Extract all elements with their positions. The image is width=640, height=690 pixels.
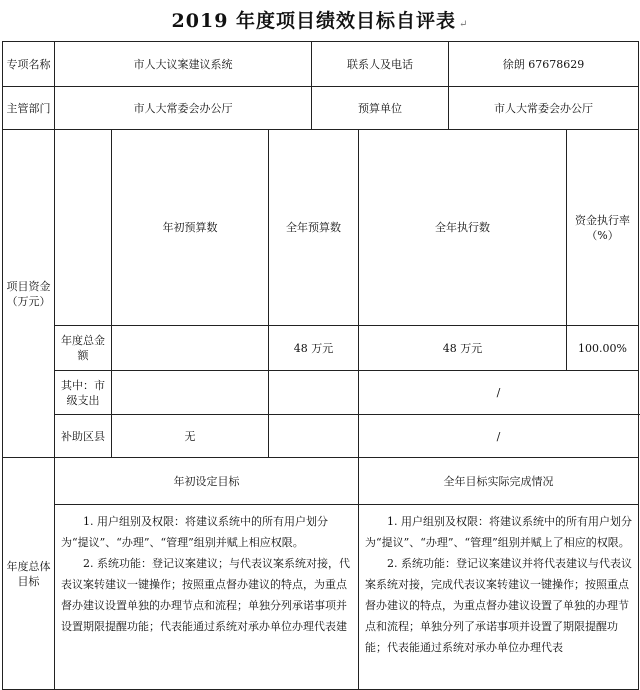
- goals-left-header: 年初设定目标: [55, 458, 359, 505]
- evaluation-table: [2, 41, 639, 690]
- goals-right-body: [359, 505, 639, 690]
- return-mark-icon: ↵: [459, 19, 469, 30]
- result-paragraph: 2. 系统功能：登记议案建议并将代表建议与代表议案系统对接，完成代表议案转建议一键操作；按照重点督办建议的特点，为重点督办建议设置了单独的办理节点和流程；单独分列了承诺事项并设置了期限提醒功能；代表能通过系统对承办单位办理代表: [365, 557, 632, 654]
- funds-row-label: 年度总金额: [55, 326, 112, 371]
- page-title: [0, 6, 640, 33]
- goal-paragraph: 1. 用户组别及权限：将建议系统中的所有用户划分为“提议”、“办理”、“管理”组别并赋上相应权限。: [61, 515, 328, 549]
- budget-unit-value: 市人大常委会办公厅: [449, 87, 639, 130]
- funds-row-label: 补助区县: [55, 415, 112, 458]
- funds-cell-annual: [269, 415, 359, 458]
- funds-header-executed: 全年执行数: [359, 130, 567, 326]
- contact-value: 徐朗 67678629: [449, 42, 639, 87]
- funds-cell-initial: 无: [112, 415, 269, 458]
- result-paragraph: 1. 用户组别及权限：将建议系统中的所有用户划分为“提议”、“办理”、“管理”组别并赋上了相应的权限。: [365, 515, 632, 549]
- goal-paragraph: 2. 系统功能：登记议案建议；与代表议案系统对接，代表议案转建议一键操作；按照重点督办建议的特点，为重点督办建议设置单独的办理节点和流程；单独分列承诺事项并设置期限提醒功能；代表能通过系统对承办单位办理代表建: [61, 557, 350, 633]
- funds-header-blank: [55, 130, 112, 326]
- funds-cell-annual: [269, 371, 359, 415]
- funds-cell-initial: [112, 371, 269, 415]
- funds-row-label: 其中：市级支出: [55, 371, 112, 415]
- funds-cell-initial: [112, 326, 269, 371]
- dept-value: 市人大常委会办公厅: [55, 87, 312, 130]
- dept-label: 主管部门: [3, 87, 55, 130]
- goals-right-header: 全年目标实际完成情况: [359, 458, 639, 505]
- title-text: 2019 年度项目绩效目标自评表: [171, 10, 457, 32]
- funds-cell-executed: 48 万元: [359, 326, 567, 371]
- project-name-value: 市人大议案建议系统: [55, 42, 312, 87]
- funds-header-annual: 全年预算数: [269, 130, 359, 326]
- budget-unit-label: 预算单位: [312, 87, 449, 130]
- goals-side-label: 年度总体目标: [3, 458, 55, 690]
- contact-label: 联系人及电话: [312, 42, 449, 87]
- funds-cell-merged: /: [359, 415, 639, 458]
- funds-cell-merged: /: [359, 371, 639, 415]
- funds-side-label: 项目资金（万元）: [3, 130, 55, 458]
- funds-header-rate: 资金执行率（%）: [567, 130, 639, 326]
- project-name-label: 专项名称: [3, 42, 55, 87]
- funds-cell-rate: 100.00%: [567, 326, 639, 371]
- goals-left-body: [55, 505, 359, 690]
- funds-cell-annual: 48 万元: [269, 326, 359, 371]
- funds-header-initial: 年初预算数: [112, 130, 269, 326]
